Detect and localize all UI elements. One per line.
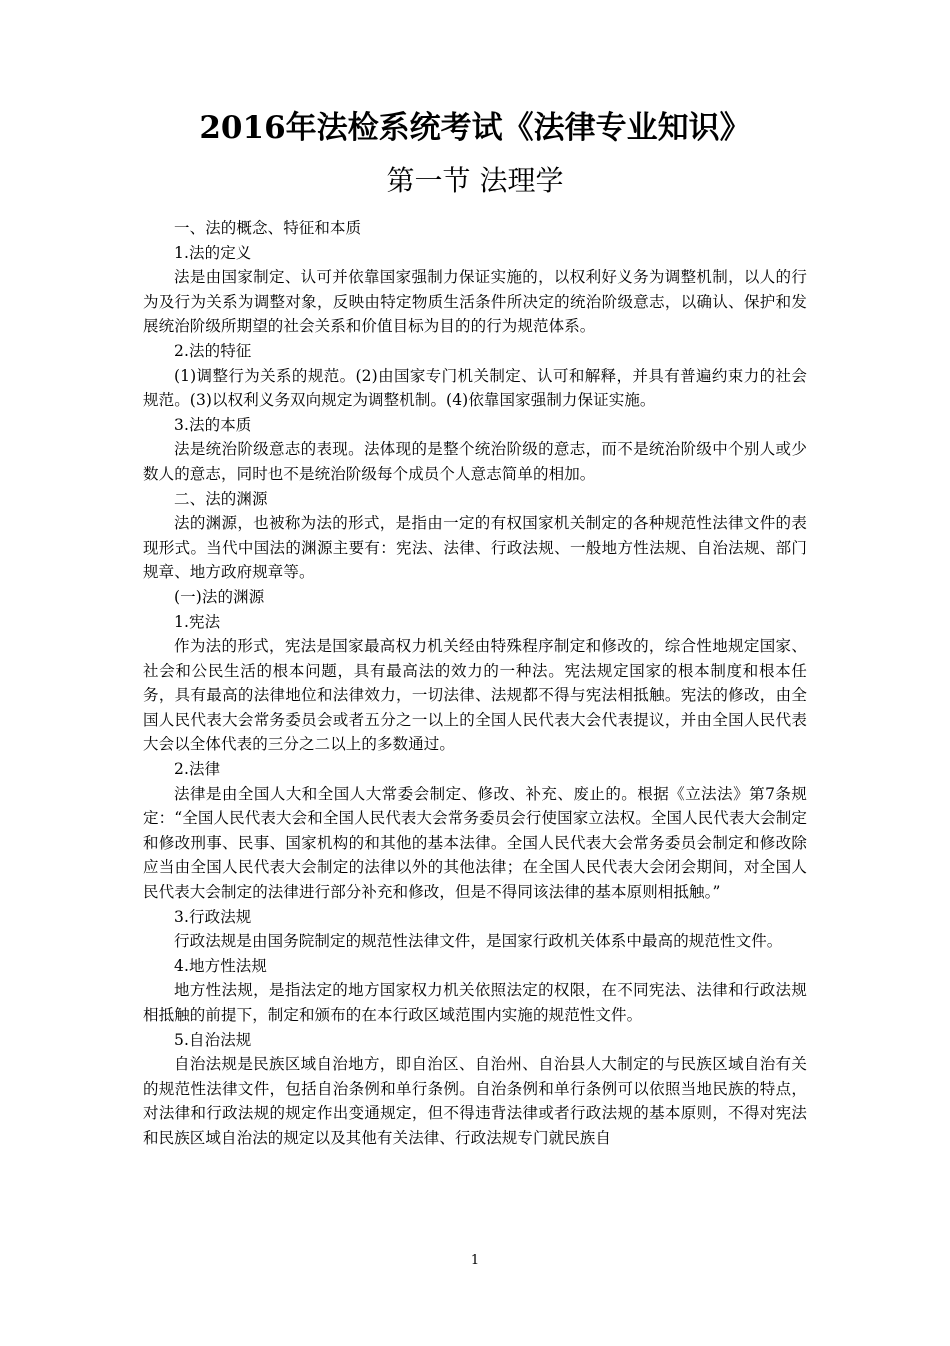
subheading-law-definition: 1.法的定义 [174,243,252,262]
subheading-admin-regulations: 3.行政法规 [174,907,252,926]
heading-law-sources: 二、法的渊源 [174,489,268,508]
paragraph-admin-regulations: 行政法规是由国务院制定的规范性法律文件，是国家行政机关体系中最高的规范性文件。 [174,932,783,951]
paragraph-local-regulations: 地方性法规，是指法定的地方国家权力机关依照法定的权限，在不同宪法、法律和行政法规相抵触的前提下，制定和颁布的在本行政区域范围内实施的规范性文件。 [143,981,807,1024]
subheading-constitution: 1.宪法 [174,612,221,631]
paragraph-autonomous-regulations: 自治法规是民族区域自治地方，即自治区、自治州、自治县人大制定的与民族区域自治有关的规范性法律文件，包括自治条例和单行条例。自治条例和单行条例可以依照当地民族的特点，对法律和行政法规的规定作出变通规定，但不得违背法律或者行政法规的基本原则，不得对宪法和民族区域自治法的规定以及其他有关法律、行政法规专门就民族自 [143,1055,807,1147]
page-number: 1 [470,1253,480,1268]
subheading-autonomous-regulations: 5.自治法规 [174,1030,252,1049]
paragraph-statute: 法律是由全国人大和全国人大常委会制定、修改、补充、废止的。根据《立法法》第7条规定：“全国人民代表大会和全国人民代表大会常务委员会行使国家立法权。全国人民代表大会制定和修改刑事、民事、国家机构的和其他的基本法律。全国人民代表大会常务委员会制定和修改除应当由全国人民代表大会制定的法律以外的其他法律；在全国人民代表大会闭会期间，对全国人民代表大会制定的法律进行部分补充和修改，但是不得同该法律的基本原则相抵触。” [143,784,807,902]
heading-law-concept: 一、法的概念、特征和本质 [174,219,362,237]
subheading-law-essence: 3.法的本质 [174,415,252,434]
section-title: 第一节 法理学 [386,164,564,197]
paragraph-law-essence: 法是统治阶级意志的表现。法体现的是整个统治阶级的意志，而不是统治阶级中个别人或少数人的意志，同时也不是统治阶级每个成员个人意志简单的相加。 [143,440,807,483]
paragraph-law-features: (1)调整行为关系的规范。(2)由国家专门机关制定、认可和解释，并具有普遍约束力的社会规范。(3)以权利义务双向规定为调整机制。(4)依靠国家强制力保证实施。 [143,366,807,410]
subheading-local-regulations: 4.地方性法规 [174,956,267,975]
subheading-sources-list: (一)法的渊源 [174,587,265,606]
document-title: 2016年法检系统考试《法律专业知识》 [199,110,751,146]
paragraph-constitution: 作为法的形式，宪法是国家最高权力机关经由特殊程序制定和修改的，综合性地规定国家、社会和公民生活的根本问题，具有最高法的效力的一种法。宪法规定国家的根本制度和根本任务，具有最高的法律地位和法律效力，一切法律、法规都不得与宪法相抵触。宪法的修改，由全国人民代表大会常务委员会或者五分之一以上的全国人民代表大会代表提议，并由全国人民代表大会以全体代表的三分之二以上的多数通过。 [143,637,807,754]
document-body [143,216,807,1151]
subheading-statute: 2.法律 [174,760,221,779]
paragraph-law-definition: 法是由国家制定、认可并依靠国家强制力保证实施的，以权利好义务为调整机制，以人的行为及行为关系为调整对象，反映由特定物质生活条件所决定的统治阶级意志，以确认、保护和发展统治阶级所期望的社会关系和价值目标为目的的行为规范体系。 [143,268,807,336]
subheading-law-features: 2.法的特征 [174,341,252,360]
paragraph-law-sources: 法的渊源，也被称为法的形式，是指由一定的有权国家机关制定的各种规范性法律文件的表现形式。当代中国法的渊源主要有：宪法、法律、行政法规、一般地方性法规、自治法规、部门规章、地方政府规章等。 [143,514,807,582]
